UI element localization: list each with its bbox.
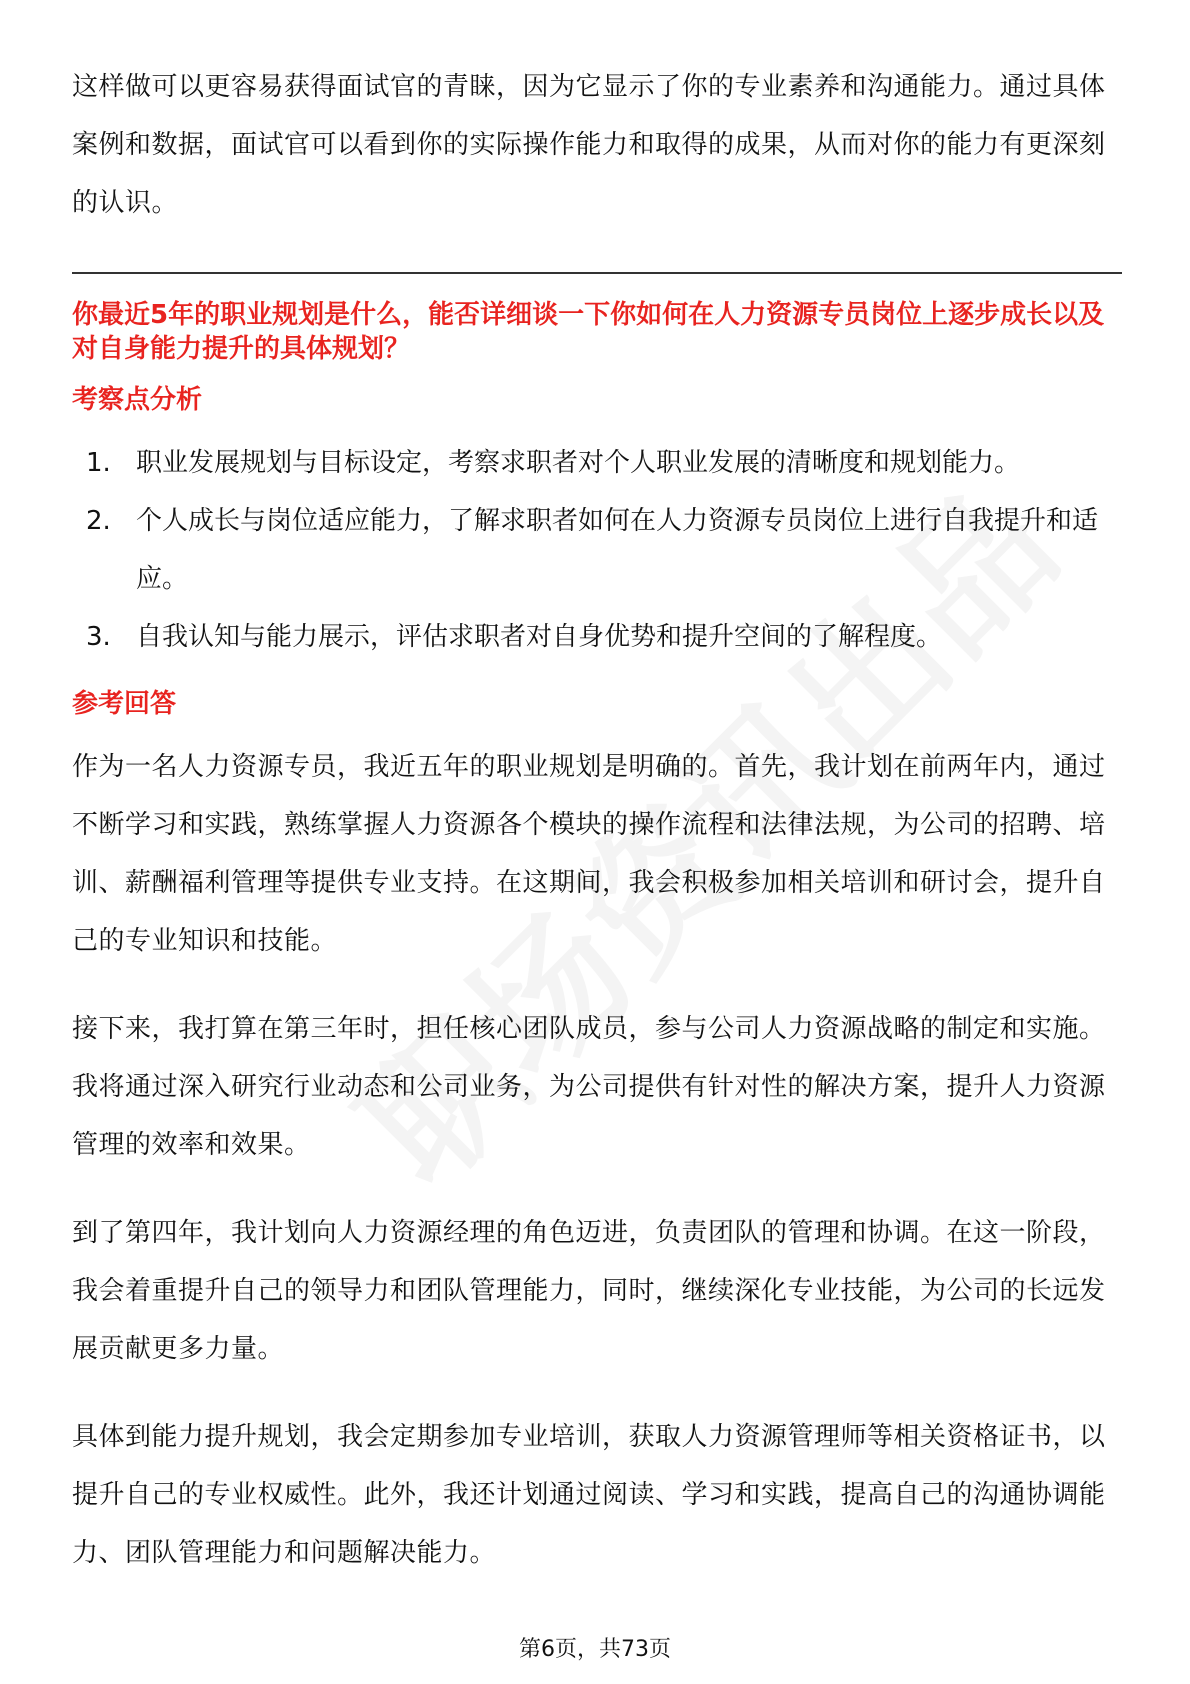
document-page xyxy=(72,58,1122,1612)
list-text: 自我认知与能力展示，评估求职者对自身优势和提升空间的了解程度。 xyxy=(136,622,943,652)
list-number: 1. xyxy=(86,448,111,478)
analysis-heading: 考察点分析 xyxy=(72,385,203,415)
list-item xyxy=(72,492,1122,608)
list-item xyxy=(72,608,1122,666)
list-number: 2. xyxy=(86,506,111,536)
list-text: 职业发展规划与目标设定，考察求职者对个人职业发展的清晰度和规划能力。 xyxy=(136,448,1021,478)
page-footer: 第6页，共73页 xyxy=(519,1637,671,1662)
intro-paragraph: 这样做可以更容易获得面试官的青睐，因为它显示了你的专业素养和沟通能力。通过具体案例和数据，面试官可以看到你的实际操作能力和取得的成果，从而对你的能力有更深刻的认识。 xyxy=(72,72,1106,218)
list-text: 个人成长与岗位适应能力，了解求职者如何在人力资源专员岗位上进行自我提升和适应。 xyxy=(136,506,1099,594)
answer-heading: 参考回答 xyxy=(72,689,177,719)
interview-question: 你最近5年的职业规划是什么，能否详细谈一下你如何在人力资源专员岗位上逐步成长以及对自身能力提升的具体规划？ xyxy=(72,300,1105,364)
answer-paragraph: 接下来，我打算在第三年时，担任核心团队成员，参与公司人力资源战略的制定和实施。我将通过深入研究行业动态和公司业务，为公司提供有针对性的解决方案，提升人力资源管理的效率和效果。 xyxy=(72,1014,1106,1160)
list-number: 3. xyxy=(86,622,111,652)
section-divider xyxy=(72,272,1122,274)
answer-paragraph: 到了第四年，我计划向人力资源经理的角色迈进，负责团队的管理和协调。在这一阶段，我会着重提升自己的领导力和团队管理能力，同时，继续深化专业技能，为公司的长远发展贡献更多力量。 xyxy=(72,1218,1106,1364)
list-item xyxy=(72,434,1122,492)
analysis-list xyxy=(72,434,1122,666)
answer-paragraph: 作为一名人力资源专员，我近五年的职业规划是明确的。首先，我计划在前两年内，通过不断学习和实践，熟练掌握人力资源各个模块的操作流程和法律法规，为公司的招聘、培训、薪酬福利管理等提供专业支持。在这期间，我会积极参加相关培训和研讨会，提升自己的专业知识和技能。 xyxy=(72,752,1106,956)
answer-paragraph: 具体到能力提升规划，我会定期参加专业培训，获取人力资源管理师等相关资格证书，以提升自己的专业权威性。此外，我还计划通过阅读、学习和实践，提高自己的沟通协调能力、团队管理能力和问题解决能力。 xyxy=(72,1422,1106,1568)
